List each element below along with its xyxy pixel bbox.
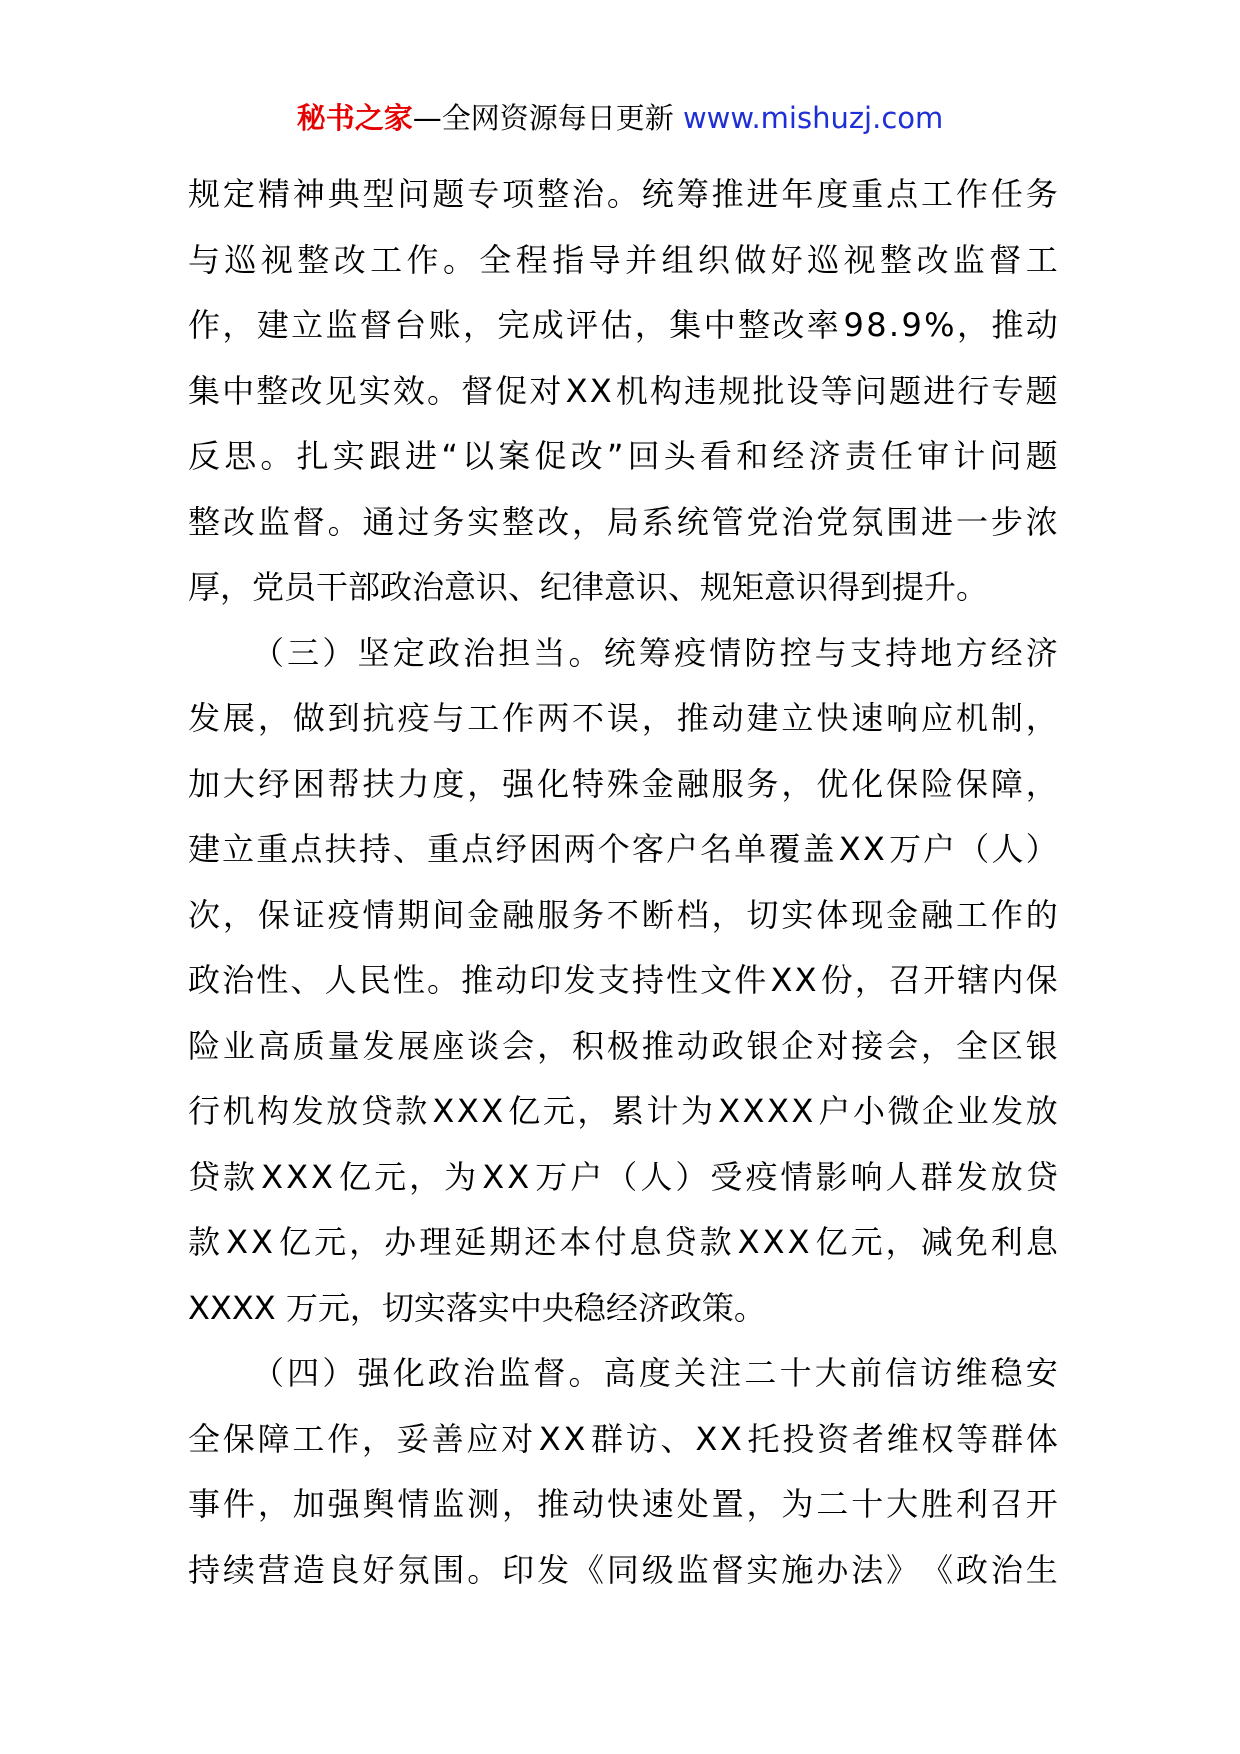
site-slogan: —全网资源每日更新 xyxy=(412,101,674,135)
paragraph-heading-line: （ 三 ） 坚 定 政 治 担 当 。 统 筹 疫 情 防 控 与 支 持 地 方 经 济 xyxy=(252,633,1058,672)
text-line: 整 改 监 督 。 通 过 务 实 整 改 ， 局 系 统 管 党 治 党 氛 围 进 一 步 浓 xyxy=(188,502,1058,541)
text-line: 次 ， 保 证 疫 情 期 间 金 融 服 务 不 断 档 ， 切 实 体 现 金 融 工 作 的 xyxy=(188,895,1058,934)
text-line: 加 大 纾 困 帮 扶 力 度 ， 强 化 特 殊 金 融 服 务 ， 优 化 保 险 保 障 ， xyxy=(188,764,1058,803)
text-line: 行 机 构 发 放 贷 款 X X X 亿 元 ， 累 计 为 X X X X 户 小 微 企 业 发 放 xyxy=(188,1092,1058,1130)
text-line: 贷 款 X X X 亿 元 ， 为 X X 万 户 （ 人 ） 受 疫 情 影 响 人 群 发 放 贷 xyxy=(188,1157,1058,1196)
paragraph-heading-line: （ 四 ） 强 化 政 治 监 督 。 高 度 关 注 二 十 大 前 信 访 维 稳 安 xyxy=(252,1354,1058,1392)
text-line: 规 定 精 神 典 型 问 题 专 项 整 治 。 统 筹 推 进 年 度 重 点 工 作 任 务 xyxy=(188,175,1058,213)
text-line: 作 ， 建 立 监 督 台 账 ， 完 成 评 估 ， 集 中 整 改 率 9 8 . 9 % ， 推 动 xyxy=(188,306,1058,344)
text-line: 反 思 。 扎 实 跟 进 “ 以 案 促 改 ” 回 头 看 和 经 济 责 任 审 计 问 题 xyxy=(188,437,1058,475)
text-line: 发 展 ， 做 到 抗 疫 与 工 作 两 不 误 ， 推 动 建 立 快 速 响 应 机 制 ， xyxy=(188,699,1058,737)
site-url-link[interactable]: www.mishuzj.com xyxy=(682,101,944,135)
text-line: 持 续 营 造 良 好 氛 围 。 印 发 《 同 级 监 督 实 施 办 法 》 《 政 治 生 xyxy=(188,1550,1058,1589)
text-line: 政 治 性 、 人 民 性 。 推 动 印 发 支 持 性 文 件 X X 份 ， 召 开 辖 内 保 xyxy=(188,961,1058,999)
text-line: 险 业 高 质 量 发 展 座 谈 会 ， 积 极 推 动 政 银 企 对 接 会 ， 全 区 银 xyxy=(188,1026,1058,1065)
text-line: 与 巡 视 整 改 工 作 。 全 程 指 导 并 组 织 做 好 巡 视 整 改 监 督 工 xyxy=(188,240,1058,279)
text-line: 款 X X 亿 元 ， 办 理 延 期 还 本 付 息 贷 款 X X X 亿 元 ， 减 免 利 息 xyxy=(188,1223,1058,1261)
text-line: 厚，党员干部政治意识、纪律意识、规矩意识得到提升。 xyxy=(188,568,989,606)
text-line: 集 中 整 改 见 实 效 。 督 促 对 X X 机 构 违 规 批 设 等 问 题 进 行 专 题 xyxy=(188,371,1058,410)
text-line: XXXX 万元，切实落实中央稳经济政策。 xyxy=(188,1288,766,1327)
text-line: 全 保 障 工 作 ， 妥 善 应 对 X X 群 访 、 X X 托 投 资 者 维 权 等 群 体 xyxy=(188,1419,1058,1458)
text-line: 事 件 ， 加 强 舆 情 监 测 ， 推 动 快 速 处 置 ， 为 二 十 大 胜 利 召 开 xyxy=(188,1485,1058,1523)
site-brand: 秘书之家 xyxy=(296,101,413,135)
site-header xyxy=(0,98,1240,138)
document-body xyxy=(188,162,1058,1603)
text-line: 建 立 重 点 扶 持 、 重 点 纾 困 两 个 客 户 名 单 覆 盖 X X 万 户 （ 人 ） xyxy=(188,830,1058,868)
